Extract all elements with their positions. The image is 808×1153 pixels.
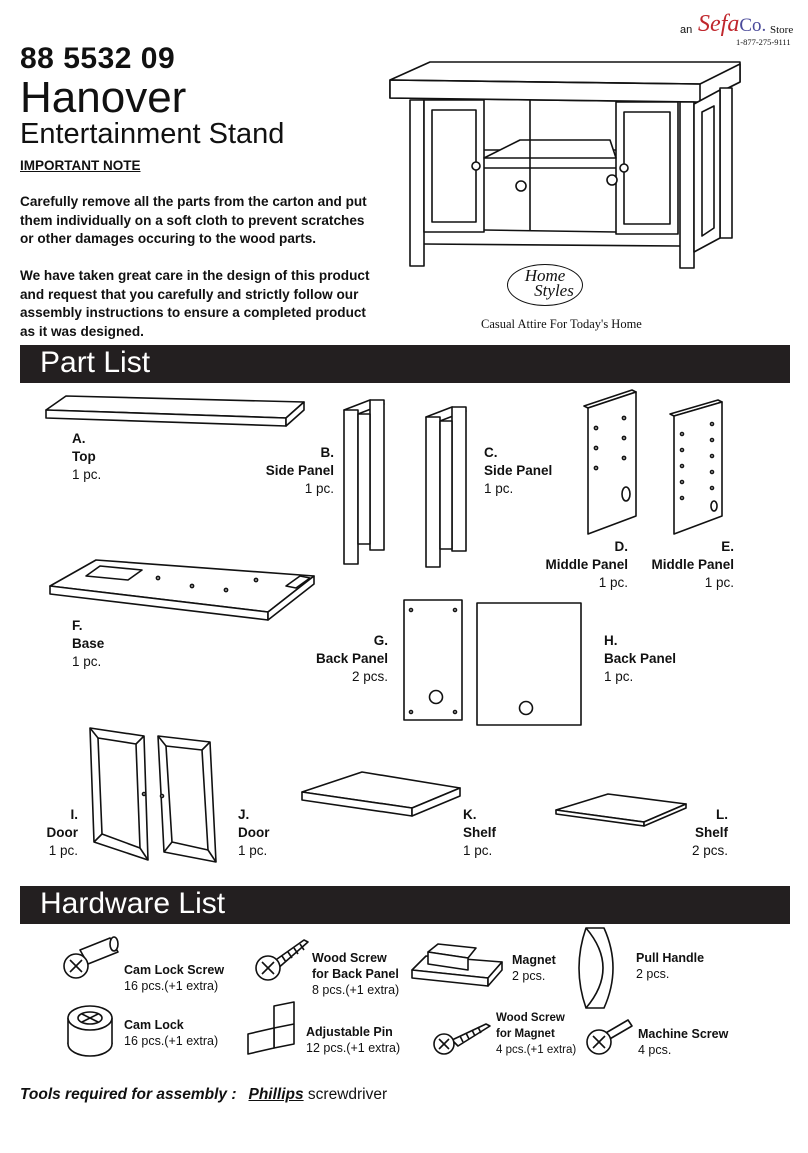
part-a-label xyxy=(72,430,101,484)
hw-wood-screw-magnet-qty: 4 pcs.(+1 extra) xyxy=(496,1044,577,1056)
part-b-qty: 1 pc. xyxy=(304,481,334,496)
home-styles-line2: Styles xyxy=(534,281,574,300)
part-g-letter: G. xyxy=(373,633,388,648)
part-e-name: Middle Panel xyxy=(651,557,734,572)
hw-wood-screw-magnet xyxy=(496,1010,576,1058)
hw-machine-screw-name: Machine Screw xyxy=(638,1027,729,1041)
part-l-label xyxy=(630,806,728,860)
machine-screw-icon xyxy=(584,1016,634,1058)
hw-machine-screw-qty: 4 pcs. xyxy=(638,1043,672,1057)
store-word: Store xyxy=(770,24,794,36)
part-j-label xyxy=(238,806,270,860)
part-f-name: Base xyxy=(72,636,105,651)
part-list-heading: Part List xyxy=(40,346,151,379)
part-h-qty: 1 pc. xyxy=(604,669,634,684)
part-f-label xyxy=(72,617,104,671)
hw-cam-lock xyxy=(124,1017,218,1049)
important-note-heading: IMPORTANT NOTE xyxy=(20,158,141,173)
part-b-letter: B. xyxy=(320,445,334,460)
hw-wood-screw-back-panel xyxy=(312,950,399,998)
care-paragraph: Carefully remove all the parts from the carton and put them individually on a soft cloth to prevent scratches or other damages occuring to the wood parts. xyxy=(20,194,367,247)
part-d-letter: D. xyxy=(614,539,628,554)
hw-adjustable-pin xyxy=(306,1024,400,1056)
pull-handle-icon xyxy=(580,926,624,1010)
tools-required-line xyxy=(20,1086,387,1104)
hw-wood-screw-back-panel-qty: 8 pcs.(+1 extra) xyxy=(312,983,400,997)
cam-lock-screw-icon xyxy=(60,934,124,982)
adjustable-pin-icon xyxy=(244,1000,302,1058)
part-f-letter: F. xyxy=(72,618,83,633)
product-type: Entertainment Stand xyxy=(20,118,285,150)
hardware-list-header xyxy=(20,886,790,924)
part-k-label xyxy=(463,806,496,860)
hw-pull-handle-name: Pull Handle xyxy=(636,951,705,965)
part-h-name: Back Panel xyxy=(604,651,677,666)
hw-wood-screw-back-panel-name: Wood Screw xyxy=(312,951,387,965)
small-wood-screw-icon xyxy=(430,1018,492,1060)
hw-adjustable-pin-qty: 12 pcs.(+1 extra) xyxy=(306,1041,401,1055)
part-d-qty: 1 pc. xyxy=(598,575,628,590)
part-i-qty: 1 pc. xyxy=(48,843,78,858)
part-i-label xyxy=(0,806,78,860)
entertainment-stand-illustration xyxy=(390,62,750,292)
hw-cam-lock-screw xyxy=(124,962,224,994)
part-f-qty: 1 pc. xyxy=(72,654,102,669)
part-a-letter: A. xyxy=(72,431,86,446)
hw-pull-handle-qty: 2 pcs. xyxy=(636,967,670,981)
part-c-label xyxy=(484,444,552,498)
part-j-letter: J. xyxy=(238,807,250,822)
brand-tagline: Casual Attire For Today's Home xyxy=(481,317,642,331)
design-paragraph: We have taken great care in the design of this product and request that you carefully and strictly follow our assembly instructions to ensure a completed product as it was designed. xyxy=(20,268,370,339)
part-e-middle-panel-drawing xyxy=(668,398,726,536)
part-k-letter: K. xyxy=(463,807,477,822)
hw-magnet-qty: 2 pcs. xyxy=(512,969,546,983)
magnet-icon xyxy=(410,940,504,988)
hw-machine-screw xyxy=(638,1026,728,1058)
part-k-qty: 1 pc. xyxy=(463,843,493,858)
part-c-side-panel-drawing xyxy=(422,403,472,573)
hw-wood-screw-magnet-name: Wood Screw xyxy=(496,1012,565,1024)
sefaco-logo-co: Co. xyxy=(739,15,767,36)
part-e-label xyxy=(636,538,734,592)
part-k-shelf-drawing xyxy=(300,770,464,820)
part-e-qty: 1 pc. xyxy=(704,575,734,590)
hw-magnet-name: Magnet xyxy=(512,953,556,967)
hw-cam-lock-screw-qty: 16 pcs.(+1 extra) xyxy=(124,979,219,993)
part-a-top-drawing xyxy=(46,396,306,430)
store-an-text: an xyxy=(680,24,693,36)
part-j-qty: 1 pc. xyxy=(238,843,268,858)
part-i-j-doors-drawing xyxy=(86,724,226,864)
tool-brand: Phillips xyxy=(248,1086,304,1103)
hw-adjustable-pin-name: Adjustable Pin xyxy=(306,1025,393,1039)
hw-wood-screw-magnet-name2: for Magnet xyxy=(496,1028,555,1040)
part-b-label xyxy=(236,444,334,498)
part-c-letter: C. xyxy=(484,445,498,460)
part-d-name: Middle Panel xyxy=(545,557,628,572)
product-name: Hanover xyxy=(20,73,187,122)
part-d-middle-panel-drawing xyxy=(582,388,640,536)
hw-wood-screw-back-panel-name2: for Back Panel xyxy=(312,967,399,981)
part-g-label xyxy=(290,632,388,686)
part-e-letter: E. xyxy=(721,539,734,554)
part-d-label xyxy=(530,538,628,592)
hw-cam-lock-name: Cam Lock xyxy=(124,1018,184,1032)
part-c-qty: 1 pc. xyxy=(484,481,514,496)
part-g-name: Back Panel xyxy=(315,651,388,666)
part-l-qty: 2 pcs. xyxy=(691,843,728,858)
cam-lock-icon xyxy=(64,1000,120,1060)
hw-cam-lock-qty: 16 pcs.(+1 extra) xyxy=(124,1034,219,1048)
sefaco-logo-text: Sefa xyxy=(698,11,740,37)
hw-cam-lock-screw-name: Cam Lock Screw xyxy=(124,963,225,977)
part-l-letter: L. xyxy=(716,807,728,822)
part-h-label xyxy=(604,632,676,686)
part-b-name: Side Panel xyxy=(265,463,334,478)
part-h-letter: H. xyxy=(604,633,618,648)
part-i-letter: I. xyxy=(70,807,78,822)
hw-pull-handle xyxy=(636,950,704,982)
part-c-name: Side Panel xyxy=(484,463,553,478)
hardware-list-heading: Hardware List xyxy=(40,887,226,920)
part-g-back-panel-drawing xyxy=(402,598,466,724)
part-list-header xyxy=(20,345,790,383)
part-j-name: Door xyxy=(238,825,270,840)
model-number: 88 5532 09 xyxy=(20,42,176,75)
hw-magnet xyxy=(512,952,556,984)
tool-name: screwdriver xyxy=(303,1086,388,1103)
part-l-name: Shelf xyxy=(694,825,728,840)
sefaco-logo xyxy=(698,11,766,38)
part-h-back-panel-drawing xyxy=(474,600,584,728)
wood-screw-icon xyxy=(246,934,310,984)
part-a-name: Top xyxy=(72,449,96,464)
part-g-qty: 2 pcs. xyxy=(351,669,388,684)
part-k-name: Shelf xyxy=(463,825,497,840)
part-b-side-panel-drawing xyxy=(340,396,390,568)
part-a-qty: 1 pc. xyxy=(72,467,102,482)
part-i-name: Door xyxy=(46,825,78,840)
store-phone: 1-877-275-9111 xyxy=(736,37,791,47)
tools-label: Tools required for assembly : xyxy=(20,1086,237,1103)
home-styles-line1: Home xyxy=(524,266,566,285)
home-styles-logo xyxy=(507,264,583,306)
